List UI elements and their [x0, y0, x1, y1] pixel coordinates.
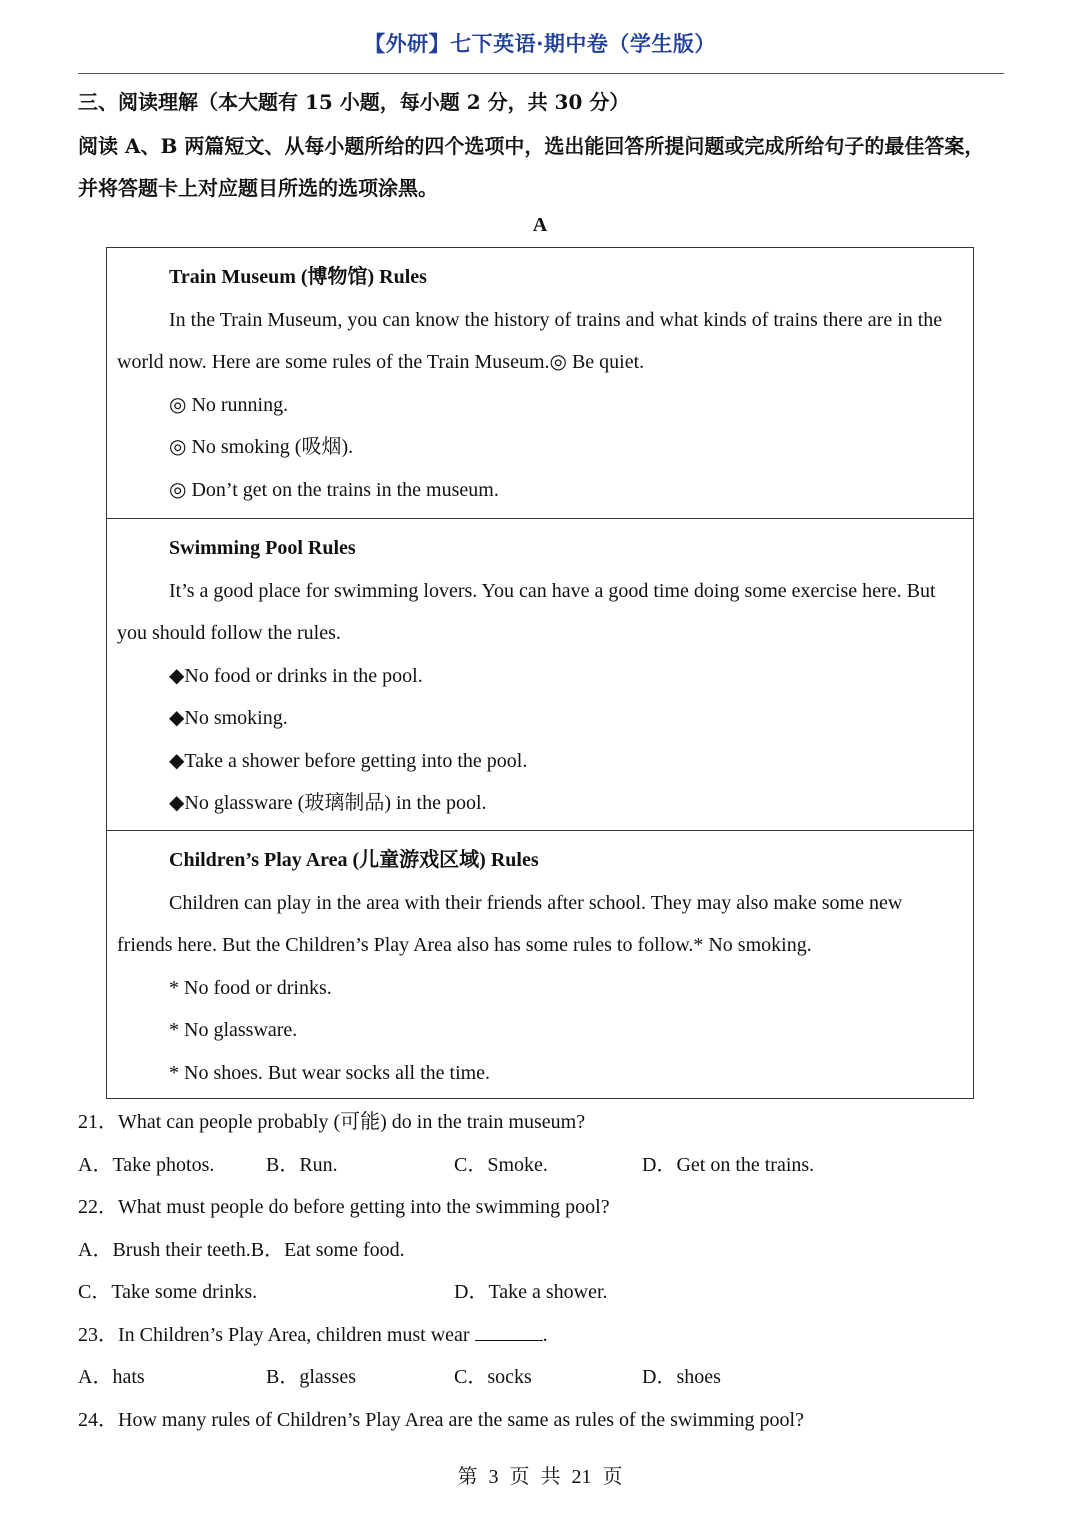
- rule-item: ◎ No running.: [169, 393, 289, 416]
- question-22-options-row-1: [78, 1229, 1008, 1272]
- question-24-stem: 24．How many rules of Children’s Play Area are the same as rules of the swimming pool?: [78, 1408, 804, 1431]
- question-23-options: [78, 1356, 1008, 1399]
- question-22-stem: 22．What must people do before getting into the swimming pool?: [78, 1196, 610, 1218]
- box-title: Swimming Pool Rules: [169, 537, 356, 559]
- swimming-pool-rules-box: [107, 518, 973, 830]
- passage-label: A: [532, 214, 548, 236]
- box-title: Children’s Play Area (儿童游戏区域) Rules: [169, 849, 539, 871]
- train-museum-rules-box: [107, 248, 973, 518]
- rule-item: * No glassware.: [169, 1019, 298, 1041]
- box-title: Train Museum (博物馆) Rules: [169, 266, 427, 288]
- box-intro: It’s a good place for swimming lovers. You can have a good time doing some exercise here. But you should follow the rules.: [117, 579, 936, 644]
- question-22-options-row-2: [78, 1271, 1008, 1314]
- section-instructions: 阅读 A、B 两篇短文、从每小题所给的四个选项中，选出能回答所提问题或完成所给句子的最佳答案，并将答题卡上对应题目所选的选项涂黑。: [78, 134, 985, 200]
- childrens-play-area-rules-box: [107, 830, 973, 1098]
- option-d[interactable]: D．Get on the trains.: [642, 1153, 815, 1176]
- rule-item: ◎ No smoking (吸烟).: [169, 436, 354, 458]
- option-a[interactable]: A．Take photos.: [78, 1153, 215, 1176]
- page-number: 第 3 页 共 21 页: [457, 1466, 623, 1488]
- option-c[interactable]: C．socks: [454, 1366, 532, 1388]
- questions-list: [78, 1101, 1008, 1441]
- rule-item: ◆No glassware (玻璃制品) in the pool.: [169, 792, 487, 814]
- rule-item: ◆Take a shower before getting into the pool.: [169, 749, 528, 772]
- option-a-b[interactable]: A．Brush their teeth.B．Eat some food.: [78, 1238, 405, 1261]
- option-c[interactable]: C．Take some drinks.: [78, 1281, 258, 1303]
- question-21-options: [78, 1144, 1008, 1187]
- rule-item: ◆No food or drinks in the pool.: [169, 664, 423, 687]
- option-d[interactable]: D．Take a shower.: [454, 1281, 608, 1303]
- header-divider: [78, 73, 1004, 74]
- option-c[interactable]: C．Smoke.: [454, 1153, 548, 1176]
- rules-table: [106, 247, 974, 1099]
- box-intro: In the Train Museum, you can know the history of trains and what kinds of trains there are in the world now. Here are some rules of the Train Museum.◎ Be quiet.: [117, 308, 943, 373]
- question-23-stem-text: 23．In Children’s Play Area, children must wear: [78, 1323, 470, 1346]
- question-23-stem-end: .: [542, 1323, 548, 1346]
- question-23-stem: [78, 1314, 1008, 1357]
- rule-item: * No food or drinks.: [169, 976, 332, 999]
- section-title: 三、阅读理解（本大题有 15 小题，每小题 2 分，共 30 分）: [78, 90, 630, 114]
- page-header-title: 【外研】七下英语·期中卷（学生版）: [364, 31, 716, 56]
- rule-item: ◆No smoking.: [169, 707, 288, 729]
- rule-item: ◎ Don’t get on the trains in the museum.: [169, 478, 499, 501]
- question-21-stem: 21．What can people probably (可能) do in the train museum?: [78, 1111, 586, 1133]
- option-a[interactable]: A．hats: [78, 1366, 145, 1388]
- box-intro: Children can play in the area with their friends after school. They may also make some new friends here. But the Children’s Play Area also has some rules to follow.* No smoking.: [117, 891, 903, 956]
- option-b[interactable]: B．glasses: [266, 1366, 356, 1388]
- option-b[interactable]: B．Run.: [266, 1153, 338, 1176]
- answer-blank: [475, 1322, 543, 1341]
- rule-item: * No shoes. But wear socks all the time.: [169, 1061, 491, 1084]
- option-d[interactable]: D．shoes: [642, 1366, 721, 1388]
